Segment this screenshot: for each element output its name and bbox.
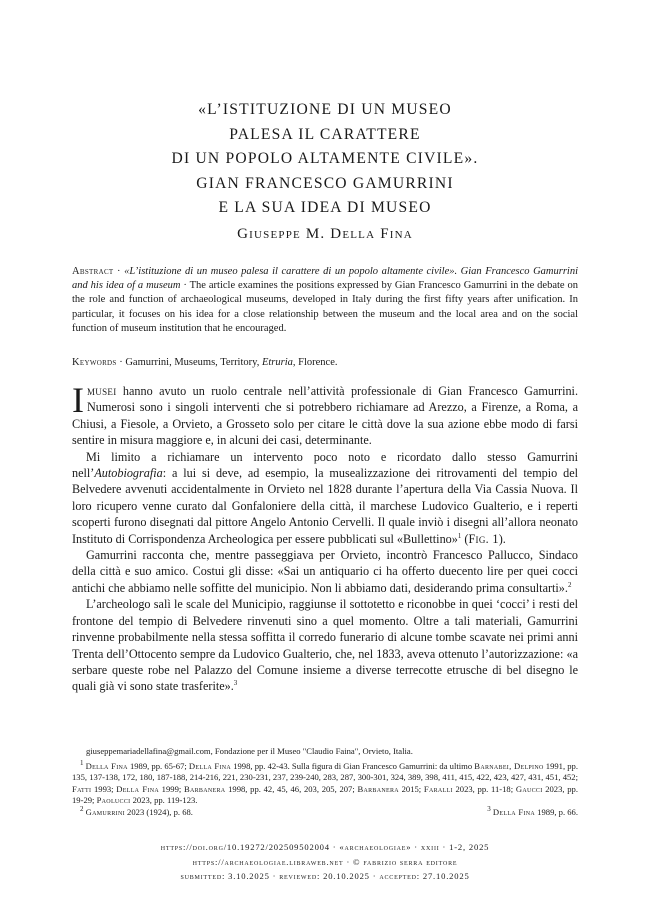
- page-footer: [72, 840, 578, 884]
- footnote-ref[interactable]: 2: [567, 580, 572, 589]
- article-body: [72, 380, 578, 695]
- note-text: 2023, pp. 119-123.: [130, 795, 198, 806]
- cited-author: Gaucci: [515, 783, 543, 794]
- cited-author: Gamurrini: [85, 806, 125, 817]
- note-text: 1999;: [158, 783, 184, 794]
- abstract-label: Abstract: [72, 266, 114, 277]
- cited-author: Della Fina: [116, 783, 159, 794]
- paragraph-text: Gamurrini racconta che, mentre passeggiava per Orvieto, incontrò Francesco Pallucco, Sindaco della città e suo amico. Costui gli disse: «Sai un antiquario ci ha offerto duecento lire per quei cocci antichi che abbiamo nelle soffitte del municipio. Non li abbiamo dati, desiderando prima consultarti».: [72, 548, 578, 595]
- paragraph-text: ).: [498, 531, 506, 546]
- paragraph-text: (: [461, 531, 469, 546]
- title-line: GIAN FRANCESCO GAMURRINI: [196, 174, 454, 192]
- cited-author: Della Fina: [492, 806, 536, 817]
- cited-author: Barnabei, Delpino: [474, 760, 544, 771]
- paragraph-text: hanno avuto un ruolo centrale nell’attività professionale di Gian Francesco Gamurrini. Numerosi sono i singoli interventi che si potrebbero richiamare ad Arezzo, a Firenze, a Roma, a Chiusi, a Fiesole, a Orvieto, a Grosseto solo per citare le città dove la sua azione ebbe modo di farsi sentire in misura maggiore e, in alcuni dei casi, determinante.: [72, 384, 578, 448]
- paragraph-text: Mi limito a richiamare un intervento poco noto e ricordato dallo stesso Gamurrini nell’: [72, 449, 578, 481]
- body-paragraph: [72, 596, 578, 694]
- cited-author: Paolucci: [96, 795, 131, 806]
- figure-ref[interactable]: Fig. 1: [468, 531, 499, 546]
- footnote-number: 3: [487, 805, 491, 814]
- body-paragraph: [72, 449, 578, 547]
- note-text: 2015;: [398, 783, 424, 794]
- note-text: 1993;: [91, 783, 117, 794]
- small-caps-word: musei: [87, 384, 117, 398]
- note-text: 1989, pp. 65-67;: [127, 760, 189, 771]
- note-text: 1991, pp. 135, 137-138, 172, 180, 187-188, 214-216, 221, 230-231, 237, 239-240, 283, 287, 300-301, 324, 389, 398, 411, 415, 422, 423, 427, 431, 451, 452;: [72, 760, 579, 783]
- cited-author: Barbanera: [357, 783, 399, 794]
- abstract-text: · The article examines the positions expressed by Gian Francesco Gamurrini in the debate on the role and function of archaeological museums, developed in Italy during the first fifty years after unification. In particular, it focuses on his idea for a close relationship between the museum and the local area and on the social function of museum institution that he encouraged.: [72, 280, 578, 334]
- footnotes-row: [72, 807, 578, 819]
- footnote-number: 1: [80, 758, 84, 767]
- footnote-2: [72, 807, 193, 819]
- title-line: DI UN POPOLO ALTAMENTE CIVILE».: [171, 150, 479, 167]
- body-paragraph: [72, 380, 578, 449]
- title-line: PALESA IL CARATTERE: [229, 125, 421, 143]
- keywords: [72, 356, 578, 370]
- drop-cap: I: [72, 380, 84, 420]
- cited-author: Barbanera: [183, 783, 226, 794]
- paragraph-text: : a lui si deve, ad esempio, la musealizzazione dei ritrovamenti del tempio del Belvedere avvenuti accidentalmente in Orvieto nel 1828 durante l’apertura della Via Cassia Nuova. Il loro ricupero venne curato dal Gonfaloniere della città, il marchese Ludovico Gualterio, e i reperti scoperti furono disegnati dal pittore Angelo Antonio Cervelli. Il quale inviò i disegni all’allora neonato Instituto di Corrispondenza Archeologica per essere pubblicati sul «Bullettino»: [72, 466, 578, 546]
- note-text: 2023, pp. 11-18;: [452, 783, 516, 794]
- abstract: [72, 265, 578, 336]
- body-paragraph: [72, 547, 578, 596]
- publisher-line[interactable]: https://archaeologiae.libraweb.net · © fabrizio serra editore: [192, 856, 458, 867]
- note-text: 1998, pp. 42, 45, 46, 203, 205, 207;: [225, 783, 358, 794]
- doi-line[interactable]: https://doi.org/10.19272/202509502004 · «archaeologiae» · xxiii · 1-2, 2025: [160, 842, 490, 852]
- keywords-text: · Gamurrini, Museums, Territory,: [116, 357, 262, 368]
- abstract-separator: ·: [113, 266, 125, 277]
- abstract-title: «L’istituzione di un museo palesa il carattere di un popolo altamente civile». Gian Francesco Gamurrini and his idea of a museum: [72, 266, 579, 292]
- note-text: 1989, p. 66.: [535, 806, 578, 817]
- footnote-3: [487, 807, 578, 819]
- footnote-number: 2: [80, 805, 84, 814]
- title-line: «L’ISTITUZIONE DI UN MUSEO: [198, 101, 452, 118]
- note-text: 1998, pp. 42-43. Sulla figura di Gian Francesco Gamurrini: da ultimo: [231, 760, 475, 771]
- article-title: [72, 98, 578, 221]
- title-line: E LA SUA IDEA DI MUSEO: [218, 199, 432, 216]
- cited-author: Faralli: [423, 783, 453, 794]
- keywords-label: Keywords: [72, 357, 117, 368]
- cited-author: Della Fina: [85, 760, 128, 771]
- keywords-text-end: , Florence.: [292, 357, 338, 368]
- author-affiliation: giuseppemariadellafina@gmail.com, Fondazione per il Museo "Claudio Faina", Orvieto, Italia.: [86, 746, 413, 756]
- author-name: Giuseppe M. Della Fina: [237, 226, 413, 242]
- footnotes: [72, 746, 578, 819]
- note-text: 2023 (1924), p. 68.: [124, 806, 193, 817]
- dates-line: submitted: 3.10.2025 · reviewed: 20.10.2025 · accepted: 27.10.2025: [180, 871, 470, 881]
- italic-text: Autobiografia: [94, 466, 163, 481]
- footnote-ref[interactable]: 3: [233, 679, 238, 688]
- footnote-ref[interactable]: 1: [457, 531, 462, 540]
- note-text: 2023, pp. 19-29;: [72, 783, 578, 806]
- paragraph-text: L’archeologo salì le scale del Municipio, raggiunse il sottotetto e riconobbe in quei ‘cocci’ i resti del frontone del tempio di Belvedere rinvenuti sino a quel momento. Oltre a tali materiali, Gamurrini rinvenne probabilmente nella stessa soffitta il corredo funerario di alcune tombe scavate nei primi anni Trenta dell’Ottocento sempre da Ludovico Gualterio, che, nel 1833, aveva ottenuto l’autorizzazione: «a serbare queste robe nel Palazzo del Comune insieme a diverse terrecotte etrusche di bel disegno le quali già vi sono state trasferite».: [72, 597, 578, 694]
- footnote-1: [72, 758, 579, 807]
- cited-author: Della Fina: [188, 760, 232, 771]
- cited-author: Fatti: [72, 783, 92, 794]
- keywords-italic: Etruria: [261, 357, 293, 368]
